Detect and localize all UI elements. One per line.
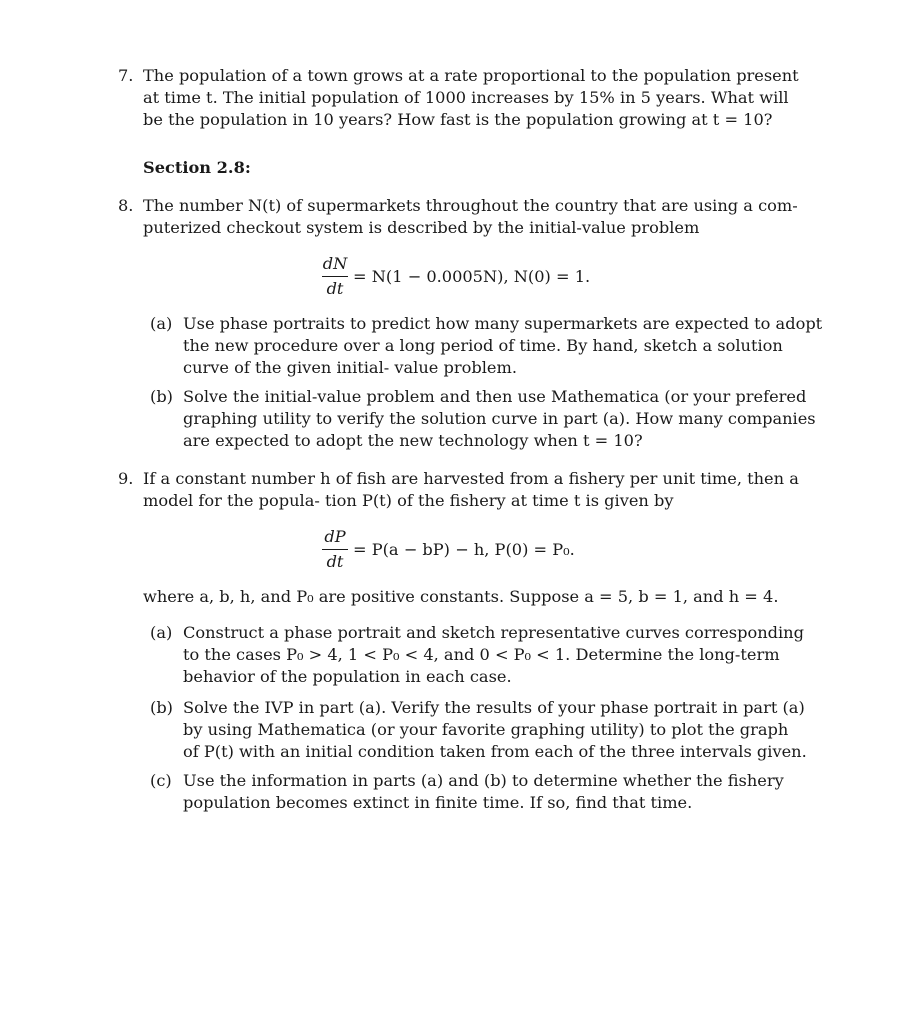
- fraction-numerator: dN: [322, 254, 348, 273]
- text-line: of P(t) with an initial condition taken from each of the three intervals given.: [183, 742, 807, 761]
- text-line: model for the popula- tion P(t) of the fishery at time t is given by: [143, 491, 674, 510]
- problem-text: [143, 468, 799, 512]
- problem-text: [143, 65, 799, 131]
- fraction-bar: [322, 276, 348, 277]
- text-line: behavior of the population in each case.: [183, 667, 512, 686]
- text-line: where a, b, h, and P₀ are positive constants. Suppose a = 5, b = 1, and h = 4.: [143, 587, 779, 606]
- problem-number: 8.: [118, 196, 134, 215]
- problem-text: [143, 586, 780, 608]
- problem-9: [118, 468, 799, 512]
- text-line: Construct a phase portrait and sketch representative curves corresponding: [183, 623, 804, 642]
- problem-9-part-a: [150, 622, 804, 688]
- text-line: by using Mathematica (or your favorite graphing utility) to plot the graph: [183, 720, 789, 739]
- text-line: to the cases P₀ > 4, 1 < P₀ < 4, and 0 < P₀ < 1. Determine the long-term: [183, 645, 780, 664]
- text-line: Use the information in parts (a) and (b) to determine whether the fishery: [183, 771, 784, 790]
- fraction-bar: [322, 549, 348, 550]
- problem-8: [118, 195, 798, 239]
- text-line: Solve the IVP in part (a). Verify the results of your phase portrait in part (a): [183, 698, 805, 717]
- part-label: (a): [150, 314, 173, 333]
- part-label: (c): [150, 771, 172, 790]
- text-line: at time t. The initial population of 1000 increases by 15% in 5 years. What will: [143, 88, 789, 107]
- equation-rhs: = N(1 − 0.0005N), N(0) = 1.: [353, 267, 591, 286]
- problem-9-part-b: [150, 697, 807, 763]
- text-line: puterized checkout system is described by the initial-value problem: [143, 218, 700, 237]
- problem-9-part-c: [150, 770, 784, 814]
- equation-8: [0, 254, 918, 300]
- part-label: (a): [150, 623, 173, 642]
- text-line: If a constant number h of fish are harvested from a fishery per unit time, then a: [143, 469, 799, 488]
- part-label: (b): [150, 387, 173, 406]
- problem-number: 9.: [118, 469, 134, 488]
- equation-rhs: = P(a − bP) − h, P(0) = P₀.: [353, 540, 575, 559]
- text-line: graphing utility to verify the solution curve in part (a). How many companies: [183, 409, 816, 428]
- fraction-denominator: dt: [326, 279, 344, 298]
- fraction-denominator: dt: [326, 552, 344, 571]
- text-line: population becomes extinct in finite time. If so, find that time.: [183, 793, 693, 812]
- fraction: [322, 527, 348, 572]
- text-line: The population of a town grows at a rate proportional to the population present: [143, 66, 799, 85]
- problem-7: [118, 65, 799, 131]
- text-line: Use phase portraits to predict how many supermarkets are expected to adopt: [183, 314, 823, 333]
- part-text: [183, 622, 804, 688]
- part-text: [183, 386, 816, 452]
- problem-9-constants: [118, 586, 780, 608]
- equation-9: [0, 527, 918, 573]
- problem-number: 7.: [118, 66, 134, 85]
- text-line: are expected to adopt the new technology when t = 10?: [183, 431, 643, 450]
- problem-8-part-a: [150, 313, 823, 379]
- text-line: the new procedure over a long period of time. By hand, sketch a solution: [183, 336, 783, 355]
- fraction: [322, 254, 348, 299]
- part-text: [183, 313, 823, 379]
- text-line: The number N(t) of supermarkets throughout the country that are using a com-: [143, 196, 798, 215]
- part-label: (b): [150, 698, 173, 717]
- part-text: [183, 770, 784, 814]
- fraction-numerator: dP: [324, 527, 346, 546]
- section-title: Section 2.8:: [143, 158, 251, 177]
- text-line: Solve the initial-value problem and then use Mathematica (or your prefered: [183, 387, 807, 406]
- problem-text: [143, 195, 798, 239]
- text-line: curve of the given initial- value problem.: [183, 358, 517, 377]
- problem-8-part-b: [150, 386, 816, 452]
- part-text: [183, 697, 807, 763]
- text-line: be the population in 10 years? How fast is the population growing at t = 10?: [143, 110, 773, 129]
